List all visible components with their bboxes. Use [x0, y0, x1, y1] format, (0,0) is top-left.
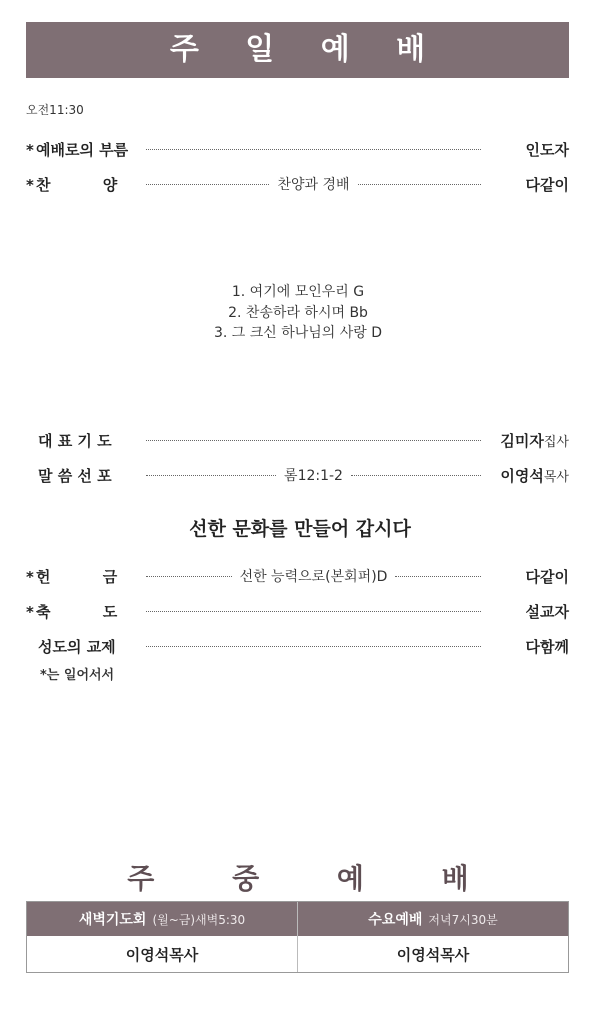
stand-marker: * — [26, 602, 34, 621]
song-item: 3. 그 크신 하나님의 사랑 D — [213, 325, 383, 341]
dotted-leader — [146, 440, 481, 441]
dotted-leader — [146, 174, 481, 194]
weekday-title: 주 중 예 배 — [127, 862, 503, 895]
order-row-prayer — [26, 429, 569, 451]
order-row-praise — [26, 173, 569, 195]
dotted-leader — [146, 566, 481, 586]
order-label-text: 성도의 교제 — [38, 637, 116, 656]
weekday-head — [27, 902, 297, 936]
slogan: 선한 문화를 만들어 갑시다 — [189, 518, 411, 540]
order-detail: 롬12:1-2 — [284, 468, 343, 484]
weekday-service-name: 새벽기도회 — [78, 912, 147, 928]
order-label — [26, 566, 146, 587]
order-detail: 선한 능력으로(본회퍼)D — [239, 569, 388, 585]
order-row-call-to-worship — [26, 138, 569, 160]
order-label-text: 헌 금 — [36, 567, 118, 586]
standing-note: *는 일어서서 — [40, 668, 115, 683]
weekday-service-time: (월~금)새벽5:30 — [152, 912, 246, 927]
dotted-leader — [146, 611, 481, 612]
order-row-benediction — [26, 600, 569, 622]
order-label-text: 예배로의 부름 — [36, 140, 129, 159]
weekday-table — [26, 901, 569, 973]
order-label-text: 말 씀 선 포 — [38, 466, 112, 485]
dotted-leader — [146, 646, 481, 647]
stand-marker: * — [26, 567, 34, 586]
weekday-service-time: 저녁7시30분 — [428, 912, 498, 927]
stand-marker: * — [26, 175, 34, 194]
weekday-leader: 이영석목사 — [396, 945, 470, 964]
dotted-leader — [146, 149, 481, 150]
order-leader: 인도자 — [525, 140, 569, 159]
order-leader: 설교자 — [525, 602, 569, 621]
order-leader: 다같이 — [525, 567, 569, 586]
weekday-col-dawn — [27, 902, 297, 972]
song-item: 2. 찬송하라 하시며 Bb — [228, 304, 368, 321]
order-leader: 이영석목사 — [500, 466, 569, 485]
order-label — [26, 139, 146, 160]
weekday-head — [298, 902, 568, 936]
order-leader: 다함께 — [525, 637, 569, 656]
order-row-offering — [26, 565, 569, 587]
order-row-fellowship — [26, 635, 569, 657]
order-label-text: 축 도 — [36, 602, 118, 621]
dotted-leader — [146, 465, 481, 485]
order-leader: 다같이 — [525, 175, 569, 194]
stand-marker: * — [26, 140, 34, 159]
weekday-service-name: 수요예배 — [368, 912, 423, 928]
song-item: 1. 여기에 모인우리 G — [231, 284, 365, 300]
weekday-leader: 이영석목사 — [125, 945, 199, 964]
weekday-col-wednesday — [297, 902, 568, 972]
order-label-text: 대 표 기 도 — [38, 431, 112, 450]
order-leader: 김미자집사 — [500, 431, 569, 450]
order-label — [26, 174, 146, 195]
service-time: 오전11:30 — [26, 103, 84, 117]
order-detail: 찬양과 경배 — [277, 177, 350, 193]
order-row-sermon — [26, 464, 569, 486]
order-label — [26, 465, 146, 486]
page-title-banner: 주 일 예 배 — [26, 22, 569, 78]
order-label — [26, 636, 146, 657]
order-label-text: 찬 양 — [36, 175, 118, 194]
song-list — [0, 282, 596, 344]
order-label — [26, 430, 146, 451]
order-label — [26, 601, 146, 622]
